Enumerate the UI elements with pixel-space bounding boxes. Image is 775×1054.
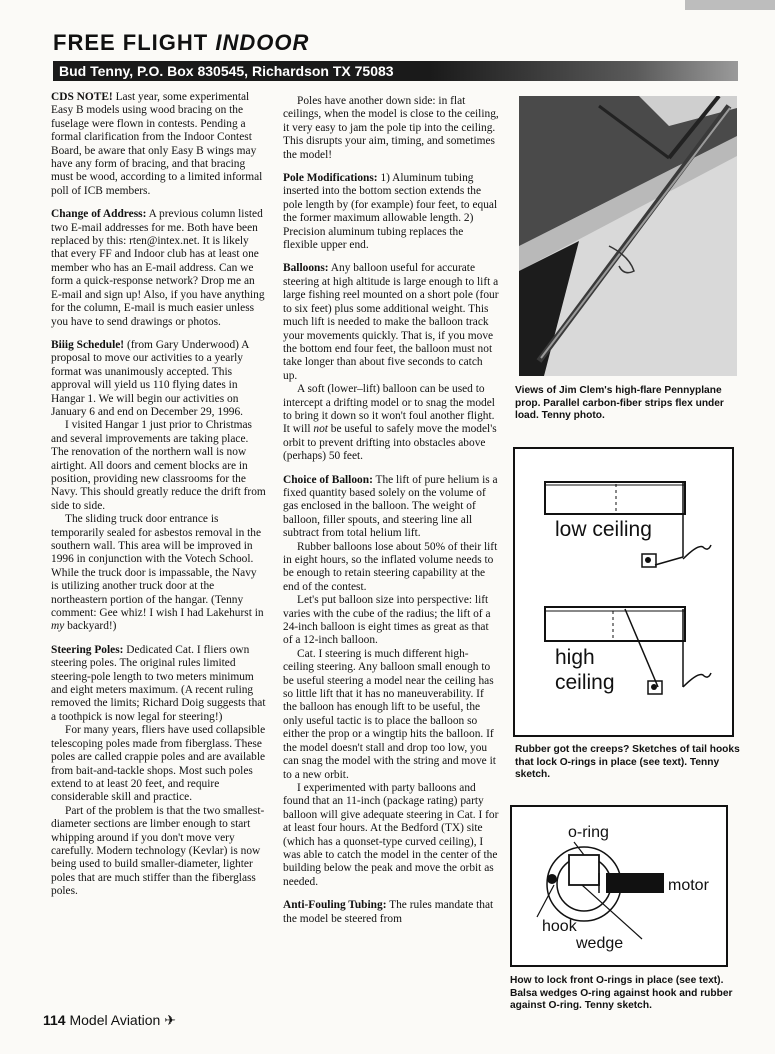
photo-caption: Views of Jim Clem's high-flare Pennyplane prop. Parallel carbon-fiber strips flex under load. Tenny photo. bbox=[515, 385, 724, 421]
column-title bbox=[53, 30, 309, 56]
paragraph-balloons: Balloons: Any balloon useful for accurate steering at high altitude is large enough to lift a large fishing reel mounted on a short pole (four to six feet) plus some additional weight. This much lift is needed to make the balloon track your movements quickly. That is, if you move the bottom end four feet, the balloon must not take longer than about five seconds to catch up. bbox=[283, 262, 499, 382]
oring-caption: How to lock front O-rings in place (see text). Balsa wedges O-ring against hook and rubber against O-ring. Tenny sketch. bbox=[510, 975, 733, 1011]
paragraph-hangar: I visited Hangar 1 just prior to Christmas and several improvements are taking place. The renovation of the northern wall is now airtight. All doors and cement blocks are in position, providing new classrooms for the Navy. This should greatly reduce the drift from side to side. bbox=[51, 419, 266, 512]
oring-sketch bbox=[510, 805, 728, 967]
tail-hook-drawing bbox=[515, 449, 732, 735]
label-oring: o-ring bbox=[568, 824, 609, 841]
oring-drawing bbox=[512, 807, 726, 965]
paragraph-down-side: Poles have another down side: in flat ceilings, when the model is close to the ceiling, it very easy to jam the pole tip into the ceiling. This disrupts your aim, timing, and sometimes the model! bbox=[283, 95, 499, 161]
label-hook: hook bbox=[542, 918, 577, 935]
label-wedge: wedge bbox=[576, 935, 624, 952]
label-low-ceiling: low ceiling bbox=[555, 518, 652, 541]
prop-photo-drawing bbox=[519, 96, 737, 376]
page-footer bbox=[43, 1012, 176, 1029]
label-high: high bbox=[555, 646, 595, 669]
label-motor: motor bbox=[668, 877, 709, 894]
paragraph-anti-fouling: Anti-Fouling Tubing: The rules mandate that the model be steered from bbox=[283, 899, 494, 925]
title-main: FREE FLIGHT bbox=[53, 30, 209, 55]
tail-hook-caption: Rubber got the creeps? Sketches of tail hooks that lock O-rings in place (see text). Tenny sketch. bbox=[515, 744, 740, 780]
paragraph-cat-steering: Cat. I steering is much different high-ceiling steering. Any balloon small enough to be useful steering a model near the ceiling has so little lift that it has no maneuverability. If the balloon has enough lift to be useful, the only useful tactic is to place the balloon so either the prop or a wingtip hits the balloon. If the model doesn't stall and drop too low, you can snag the model with the string and move it to a new orbit. bbox=[283, 647, 496, 781]
paragraph-truck-door: The sliding truck door entrance is temporarily sealed for asbestos removal in the southern wall. This area will be improved in 1996 in conjunction with the Votech School. While the truck door is impassable, the Navy is utilizing another truck door at the northeastern portion of the hangar. (Tenny comment: Gee whiz! I wish I had Lakehurst in my backyard!) bbox=[51, 513, 264, 633]
paragraph-soft-balloon: A soft (lower–lift) balloon can be used to intercept a drifting model or to snag the model to bring it down so it won't foul another flight. It will not be useful to safely move the model's orbit to prevent drifting into obstacles above (perhaps) 50 feet. bbox=[283, 383, 497, 463]
label-ceiling: ceiling bbox=[555, 671, 615, 694]
airplane-icon: ✈ bbox=[164, 1012, 176, 1028]
title-italic: INDOOR bbox=[215, 30, 310, 55]
paragraph-kevlar: Part of the problem is that the two smallest-diameter sections are limber enough to start whipping around if you don't move very carefully. Modern technology (Kevlar) is now being used to build smaller-diameter, lighter poles that are much stiffer than the fiberglass poles. bbox=[51, 804, 265, 898]
paragraph-crappie-poles: For many years, fliers have used collapsible telescoping poles made from fiberglass. These poles are called crappie poles and are available from bait-and-tackle shops. Most such poles extend to at least 20 feet, and require considerable skill and practice. bbox=[51, 724, 266, 804]
text-column-2 bbox=[283, 95, 499, 936]
magazine-name: Model Aviation bbox=[69, 1012, 161, 1028]
paragraph-choice-of-balloon: Choice of Balloon: The lift of pure helium is a fixed quantity based solely on the volume of gas enclosed in the balloon. The weight of balloon, filler spouts, and steering line all subtract from total helium lift. bbox=[283, 473, 498, 540]
paragraph-steering-poles: Steering Poles: Dedicated Cat. I fliers own steering poles. The original rules limited steering-pole length to two meters minimum and eight meters maximum. (A recent ruling removed the limits; Richard Doig suggests that a toothpick is now legal for steering!) bbox=[51, 643, 266, 723]
paragraph-schedule: Biiig Schedule! (from Gary Underwood) A proposal to move our activities to a yearly format was unanimously accepted. This approval will yield us 110 flying dates in Hangar 1. We will begin our activities on January 6 and end on December 29, 1996. bbox=[51, 338, 249, 418]
paragraph-perspective: Let's put balloon size into perspective: lift varies with the cube of the radius; the lift of a 24-inch balloon is eight times as great as that of a 12-inch balloon. bbox=[283, 594, 491, 647]
prop-photo bbox=[519, 96, 737, 376]
tail-hook-sketch bbox=[513, 447, 734, 737]
page-number: 114 bbox=[43, 1012, 66, 1028]
paragraph-cds-note: CDS NOTE! Last year, some experimental Easy B models using wood bracing on the fuselage were flown in contests. Pending a formal clarification from the Indoor Contest Board, be aware that only Easy B wings may have any form of bracing, and that bracing must be wood, according to a limited informal poll of ICB members. bbox=[51, 91, 263, 197]
author-byline: Bud Tenny, P.O. Box 830545, Richardson TX 75083 bbox=[53, 61, 738, 81]
paragraph-party-balloons: I experimented with party balloons and found that an 11-inch (package rating) party balloon will give adequate steering in Cat. I for at least four hours. At the Bedford (TX) site (which has a quonset-type curved ceiling), I was able to catch the model in the center of the building below the peak and move the orbit as needed. bbox=[283, 781, 499, 888]
paragraph-rubber-balloons: Rubber balloons lose about 50% of their lift in eight hours, so the inflated volume needs to be enough to retain steering capability at the end of the contest. bbox=[283, 540, 498, 593]
paragraph-change-of-address: Change of Address: A previous column listed two E-mail addresses for me. Both have been replaced by this: rten@intex.net. It is likely that every FF and Indoor club has at least one member who has an E-mail address. Can we form a quick-response network? Drop me an E-mail and sign up! Also, if you have anything for the column, E-mail is much easier unless you have to send drawings or photos. bbox=[51, 208, 265, 328]
text-column-1 bbox=[51, 91, 267, 899]
page-corner-shadow bbox=[685, 0, 775, 10]
paragraph-pole-modifications: Pole Modifications: 1) Aluminum tubing inserted into the bottom section extends the pole length by (for example) four feet, to equal the former maximum allowable length. 2) Precision aluminum tubing replaces the flexible upper end. bbox=[283, 172, 498, 252]
